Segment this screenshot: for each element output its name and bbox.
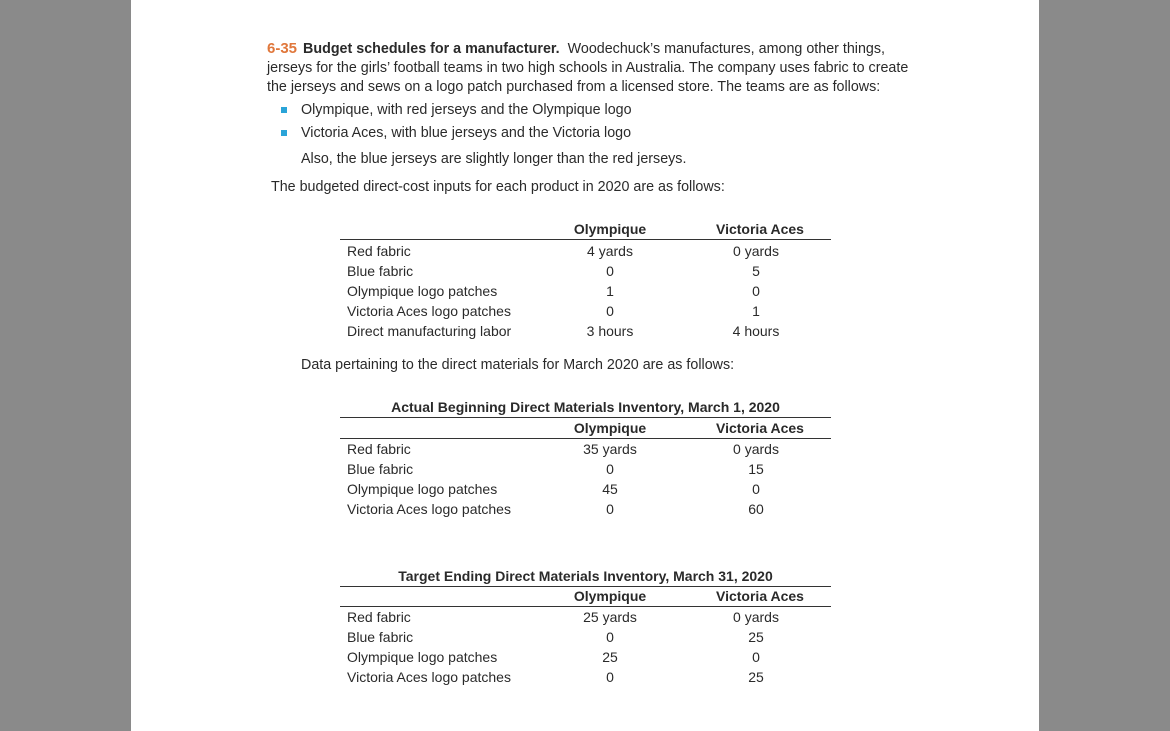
column-header-victoria-aces: Victoria Aces [716, 420, 804, 436]
caption-rule [340, 417, 831, 418]
row-label: Victoria Aces logo patches [347, 303, 511, 319]
cell-victoria-aces: 60 [748, 501, 764, 517]
problem-title: Budget schedules for a manufacturer. [303, 41, 560, 57]
table-caption: Actual Beginning Direct Materials Inventory, March 1, 2020 [391, 399, 780, 415]
row-label: Olympique logo patches [347, 481, 498, 497]
row-label: Blue fabric [347, 629, 414, 645]
row-label: Blue fabric [347, 461, 414, 477]
cell-victoria-aces: 25 [748, 629, 764, 645]
row-label: Red fabric [347, 243, 411, 259]
cell-victoria-aces: 15 [748, 461, 764, 477]
caption-rule [340, 586, 831, 587]
also-note: Also, the blue jerseys are slightly longer than the red jerseys. [301, 151, 687, 167]
cell-olympique: 4 yards [587, 243, 633, 259]
cell-olympique: 25 [602, 649, 618, 665]
cell-olympique: 0 [606, 303, 614, 319]
cell-victoria-aces: 5 [752, 263, 760, 279]
cell-olympique: 25 yards [583, 609, 637, 625]
row-label: Red fabric [347, 441, 411, 457]
problem-intro-text: Woodechuck’s manufactures, among other things, jerseys for the girls’ football teams in two high schools in Australia. The company uses fabric to create the jerseys and sews on a logo patch purchased from a licensed store. The teams are as follows: [267, 41, 909, 95]
cell-victoria-aces: 25 [748, 669, 764, 685]
cell-olympique: 1 [606, 283, 614, 299]
column-header-olympique: Olympique [573, 420, 647, 436]
cell-olympique: 0 [606, 501, 614, 517]
problem-number: 6-35 [267, 40, 298, 57]
cell-victoria-aces: 0 [752, 283, 760, 299]
cell-olympique: 0 [606, 629, 614, 645]
row-label: Olympique logo patches [347, 649, 498, 665]
header-rule [340, 438, 831, 439]
cell-olympique: 0 [606, 263, 614, 279]
row-label: Blue fabric [347, 263, 414, 279]
list-item: Victoria Aces, with blue jerseys and the Victoria logo [279, 122, 632, 145]
cell-victoria-aces: 4 hours [732, 323, 780, 339]
column-header-victoria-aces: Victoria Aces [716, 221, 804, 237]
budget-intro: The budgeted direct-cost inputs for each product in 2020 are as follows: [271, 179, 725, 195]
row-label: Red fabric [347, 609, 411, 625]
row-label: Olympique logo patches [347, 283, 498, 299]
table-caption: Target Ending Direct Materials Inventory, March 31, 2020 [398, 568, 773, 584]
cell-victoria-aces: 1 [752, 303, 760, 319]
row-label: Victoria Aces logo patches [347, 501, 511, 517]
problem-intro [267, 39, 927, 97]
cell-victoria-aces: 0 yards [733, 609, 779, 625]
cell-victoria-aces: 0 [752, 481, 760, 497]
cell-olympique: 45 [602, 481, 618, 497]
team-list [279, 99, 632, 145]
cell-olympique: 0 [606, 669, 614, 685]
cell-victoria-aces: 0 [752, 649, 760, 665]
column-header-olympique: Olympique [573, 221, 647, 237]
list-item: Olympique, with red jerseys and the Olympique logo [279, 99, 632, 122]
row-label: Direct manufacturing labor [347, 323, 512, 339]
column-header-victoria-aces: Victoria Aces [716, 588, 804, 604]
cell-olympique: 0 [606, 461, 614, 477]
row-label: Victoria Aces logo patches [347, 669, 511, 685]
cell-olympique: 35 yards [583, 441, 637, 457]
document-page [131, 0, 1039, 731]
cell-victoria-aces: 0 yards [733, 441, 779, 457]
header-rule [340, 239, 831, 240]
cell-victoria-aces: 0 yards [733, 243, 779, 259]
materials-intro: Data pertaining to the direct materials for March 2020 are as follows: [301, 357, 735, 373]
cell-olympique: 3 hours [586, 323, 634, 339]
header-rule [340, 606, 831, 607]
column-header-olympique: Olympique [573, 588, 647, 604]
